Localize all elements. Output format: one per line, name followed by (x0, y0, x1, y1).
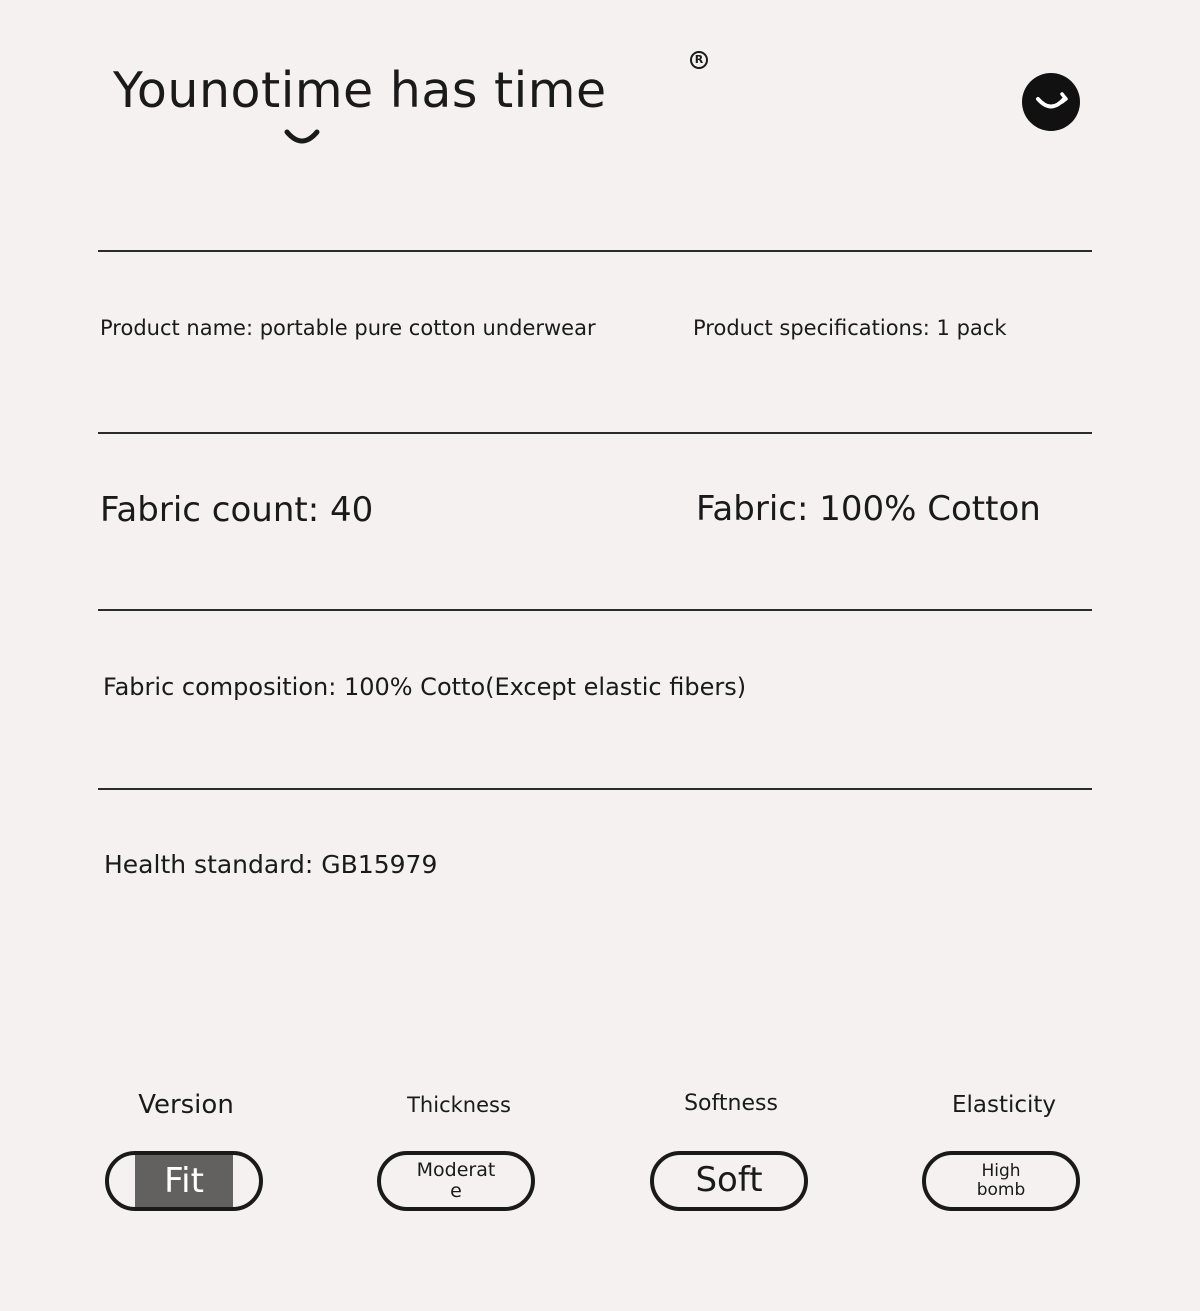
attribute-pill-thickness (377, 1151, 535, 1211)
fabric-composition: Fabric composition: 100% Cotto(Except elastic fibers) (103, 673, 747, 701)
attribute-value-version: Fit (135, 1151, 233, 1211)
attribute-value-thickness: Moderate (416, 1159, 496, 1202)
product-specifications: Product specifications: 1 pack (693, 316, 1007, 340)
attribute-label-thickness: Thickness (407, 1093, 511, 1117)
divider (98, 609, 1092, 611)
product-name: Product name: portable pure cotton underwear (100, 316, 596, 340)
attribute-pill-elasticity (922, 1151, 1080, 1211)
attribute-value-softness: Soft (695, 1160, 763, 1201)
attribute-label-softness: Softness (684, 1091, 778, 1116)
registered-trademark-icon: R (690, 51, 708, 69)
attribute-pill-version (105, 1151, 263, 1211)
brand-smile-icon (284, 128, 320, 148)
divider (98, 250, 1092, 252)
divider (98, 788, 1092, 790)
smile-logo-icon (1021, 72, 1081, 132)
fabric-count: Fabric count: 40 (100, 490, 374, 530)
divider (98, 432, 1092, 434)
health-standard: Health standard: GB15979 (104, 850, 438, 879)
brand-title: Younotime has time (113, 62, 607, 119)
fabric: Fabric: 100% Cotton (696, 489, 1041, 529)
attribute-value-elasticity: High bomb (976, 1161, 1026, 1200)
attribute-label-elasticity: Elasticity (951, 1092, 1057, 1118)
attribute-pill-softness (650, 1151, 808, 1211)
attribute-label-version: Version (138, 1090, 234, 1120)
